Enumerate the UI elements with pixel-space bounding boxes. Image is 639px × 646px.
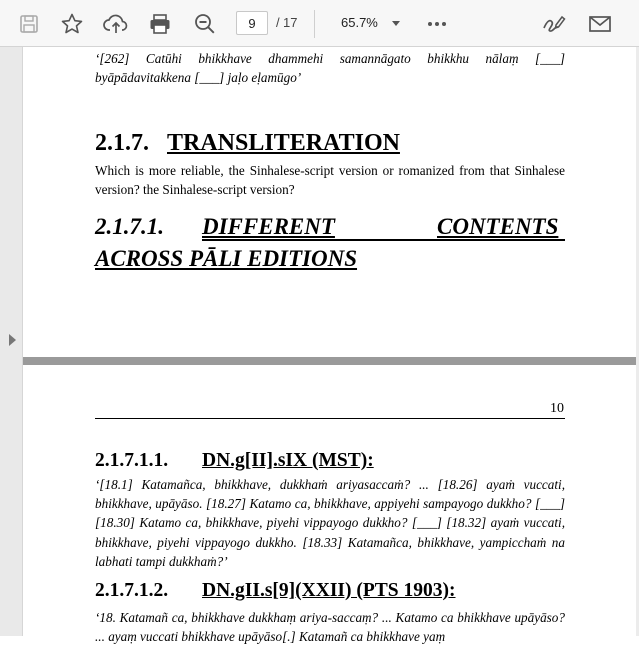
- quote-text: ‘[262] Catūhi bhikkhave dhammehi samannāgato bhikkhu nālaṃ [___] byāpādavitakkena [___] jaḷo eḷamūgo’: [95, 51, 565, 85]
- toolbar: [0, 0, 639, 47]
- subsection-title: DN.g[II].sIX (MST):: [202, 450, 374, 471]
- page-number: 10: [550, 401, 564, 416]
- subsection-number: 2.1.7.1.2.: [95, 580, 169, 601]
- page-break: [23, 357, 636, 365]
- more-icon[interactable]: [424, 11, 450, 37]
- section-number: 2.1.7.: [95, 130, 149, 156]
- subsection-heading: [95, 450, 565, 472]
- zoom-value: 65.7%: [341, 15, 378, 30]
- subsection-title: DN.gII.s[9](XXII) (PTS 1903):: [202, 580, 456, 601]
- subsection-number: 2.1.7.1.: [95, 214, 164, 239]
- chevron-down-icon: [392, 21, 400, 26]
- body-paragraph: Which is more reliable, the Sinhalese-script version or romanized from that Sinhalese version? the Sinhalese-script version?: [95, 163, 565, 197]
- subsection-heading: [95, 580, 565, 602]
- print-icon[interactable]: [147, 11, 173, 37]
- bookmark-star-icon[interactable]: [59, 11, 85, 37]
- divider: [314, 10, 315, 38]
- fill-sign-icon[interactable]: [541, 11, 567, 37]
- page-number-input[interactable]: 9: [236, 11, 268, 35]
- subsection-number: 2.1.7.1.1.: [95, 450, 169, 471]
- save-icon[interactable]: [16, 11, 42, 37]
- header-rule: [95, 418, 565, 419]
- section-title: TRANSLITERATION: [167, 130, 400, 156]
- pdf-page-10: [23, 365, 636, 645]
- upload-icon[interactable]: [103, 11, 129, 37]
- subsection-word: DIFFERENT: [202, 214, 335, 239]
- left-panel-toggle[interactable]: [0, 47, 23, 636]
- section-heading: [95, 130, 565, 157]
- quote-text: ‘18. Katamañ ca, bhikkhave dukkhaṃ ariya-saccaṃ? ... Katamo ca bhikkhave upāyāso? ... ayaṃ vuccati bhikkhave upāyāso[.] Katamañ ca bhikkhave yaṃ: [95, 610, 565, 645]
- page-separator: /: [276, 15, 280, 30]
- document-viewer[interactable]: [0, 47, 639, 645]
- zoom-search-icon[interactable]: [192, 11, 218, 37]
- expand-right-icon: [9, 334, 16, 346]
- zoom-select[interactable]: [330, 11, 412, 35]
- quote-text: ‘[18.1] Katamañca, bhikkhave, dukkhaṁ ariyasaccaṁ? ... [18.26] ayaṁ vuccati, bhikkhave, upāyāso. [18.27] Katamo ca, bhikkhave, appiyehi sampayogo dukkho? [___] [18.30] Katamo ca, bhikkhave, piyehi vippayogo dukkho? [___] [18.32] ayaṁ vuccati, bhikkhave, piyehi vippayogo dukkho. [18.33] Katamañca, bhikkhave, yampicchaṁ na labhati tampi dukkhaṁ?’: [95, 477, 565, 569]
- subsection-word: CONTENTS: [437, 214, 559, 239]
- subsection-heading-line2: ACROSS PĀLI EDITIONS: [95, 246, 358, 271]
- email-icon[interactable]: [587, 11, 613, 37]
- underline-rule: [202, 239, 565, 241]
- pdf-page-9: [23, 47, 636, 357]
- page-total: 17: [283, 15, 298, 30]
